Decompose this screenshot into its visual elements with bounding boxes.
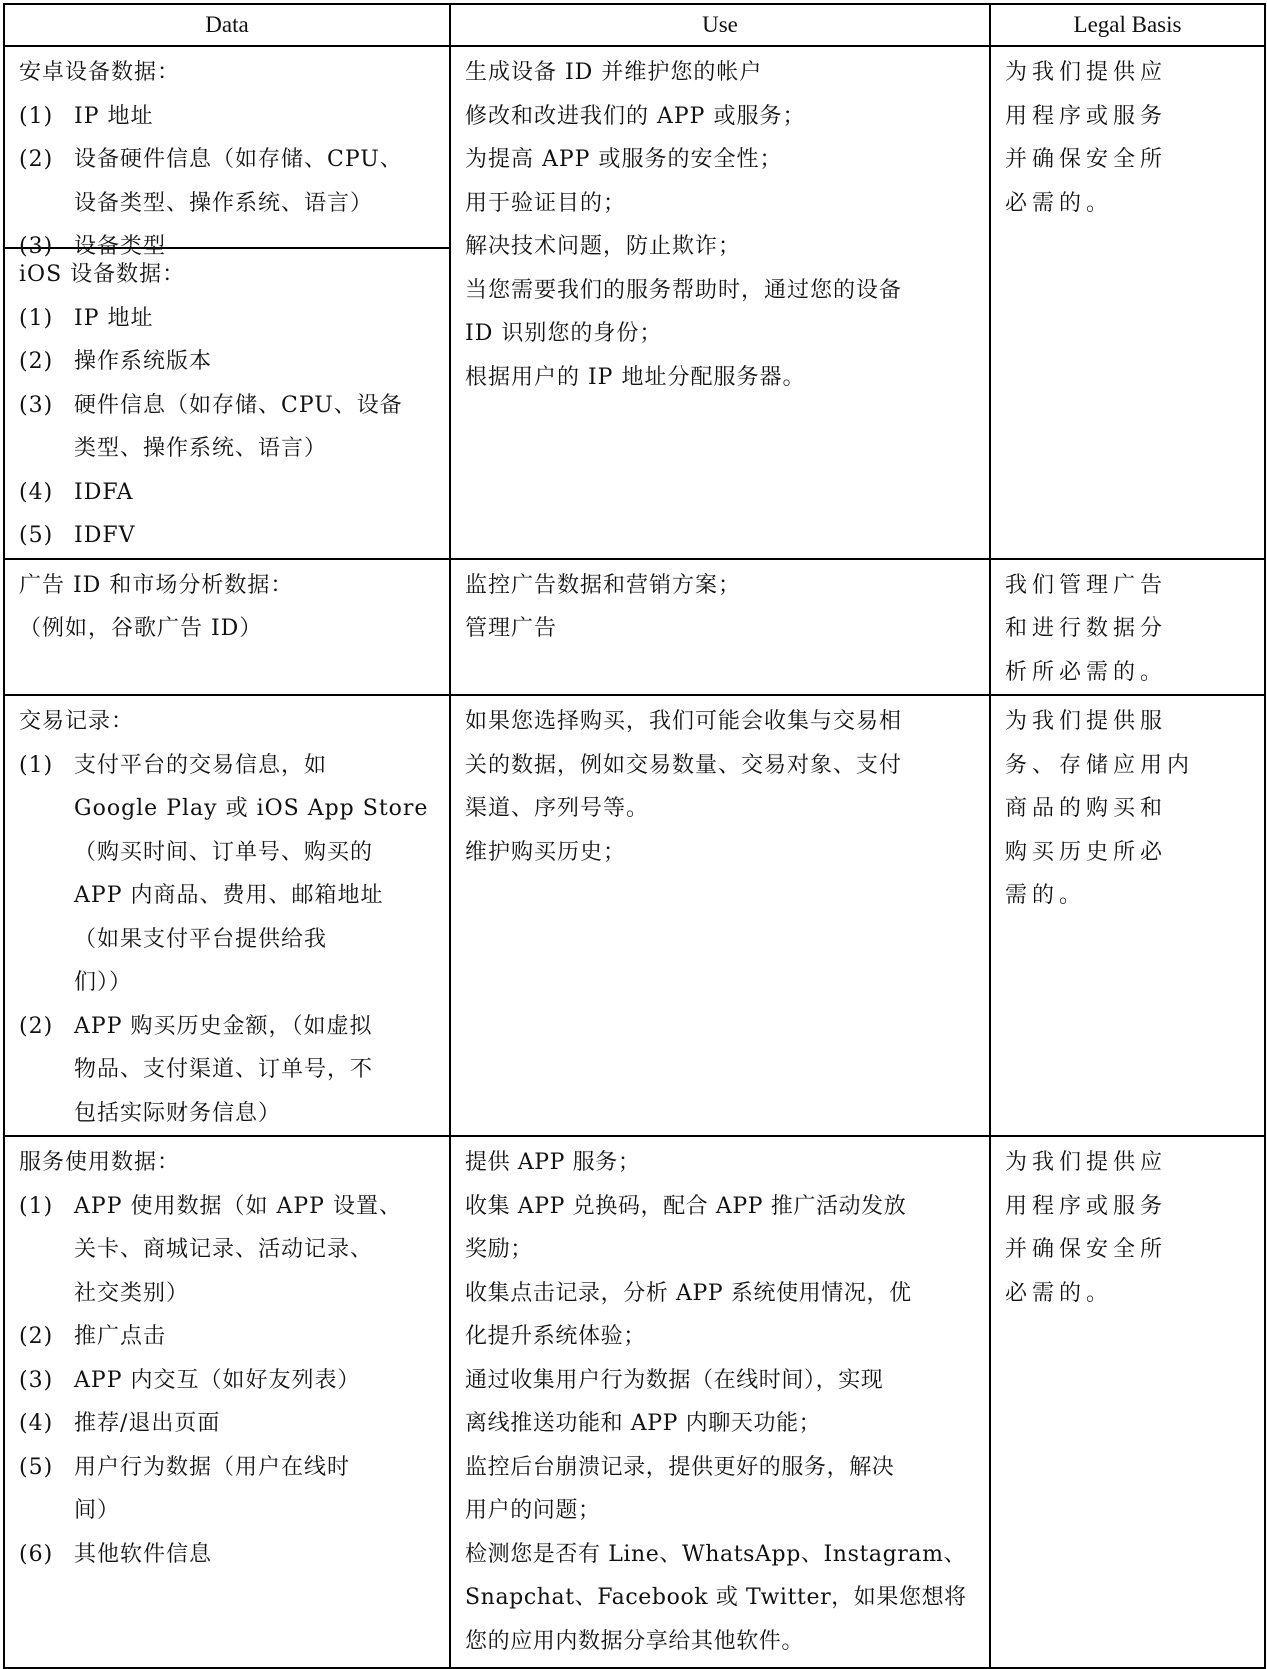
ios-data-block [5, 249, 449, 558]
list-item: (3) APP 内交互（如好友列表） [19, 1367, 361, 1393]
android-data-block [5, 47, 449, 259]
use-cell-service-usage: 提供 APP 服务； 收集 APP 兑换码，配合 APP 推广活动发放 奖励； 收集点击记录，分析 APP 系统使用情况，优 化提升系统体验； 通过收集用户行为数据（在线时间），实现 离线推送功能和 APP 内聊天功能； 监控后台崩溃记录，提供更好的服务，解决 用户的问题； 检测您是否有 Line、WhatsApp、Instagram、 Snapchat、Facebook 或 Twitter，如果您想将 您的应用内数据分享给其他软件。 [450, 1136, 990, 1668]
privacy-data-table [3, 3, 1266, 1669]
list-item: (2) 操作系统版本 [19, 349, 213, 374]
list-item: (4) IDFA [19, 479, 134, 505]
list-item: (1) APP 使用数据（如 APP 设置、 关卡、商城记录、活动记录、 社交类别） [19, 1193, 402, 1306]
data-cell-transactions [4, 695, 450, 1136]
list-item: (2) 推广点击 [19, 1324, 167, 1349]
header-data: Data [4, 4, 450, 46]
header-row [4, 4, 1265, 46]
list-item: (5) IDFV [19, 523, 136, 548]
transactions-title: 交易记录： [19, 709, 135, 734]
list-item: (1) 支付平台的交易信息，如 Google Play 或 iOS App Store （购买时间、订单号、购买的 APP 内商品、费用、邮箱地址 （如果支付平台提供给我 们）） [19, 752, 429, 995]
service-usage-title: 服务使用数据： [19, 1150, 181, 1175]
ios-title: iOS 设备数据： [19, 262, 186, 287]
legal-cell-service-usage: 为我们提供应 用程序或服务 并确保安全所 必需的。 [990, 1136, 1265, 1668]
data-cell-ads: 广告 ID 和市场分析数据： （例如，谷歌广告 ID） [4, 559, 450, 696]
data-cell-device [4, 46, 450, 559]
table-row-service-usage [4, 1136, 1265, 1668]
list-item: (2) APP 购买历史金额，（如虚拟 物品、支付渠道、订单号，不 包括实际财务信息） [19, 1013, 374, 1126]
header-legal-basis: Legal Basis [990, 4, 1265, 46]
table-row-transactions [4, 695, 1265, 1136]
list-item: (2) 设备硬件信息（如存储、CPU、 设备类型、操作系统、语言） [19, 147, 403, 216]
table-row-device [4, 46, 1265, 559]
legal-cell-device: 为我们提供应 用程序或服务 并确保安全所 必需的。 [990, 46, 1265, 559]
list-item: (6) 其他软件信息 [19, 1541, 213, 1567]
legal-cell-ads: 我们管理广告 和进行数据分 析所必需的。 [990, 559, 1265, 696]
list-item: (5) 用户行为数据（用户在线时 间） [19, 1454, 351, 1523]
header-use: Use [450, 4, 990, 46]
use-cell-transactions: 如果您选择购买，我们可能会收集与交易相 关的数据，例如交易数量、交易对象、支付 渠道、序列号等。 维护购买历史； [450, 695, 990, 1136]
use-cell-device: 生成设备 ID 并维护您的帐户 修改和改进我们的 APP 或服务； 为提高 APP 或服务的安全性； 用于验证目的； 解决技术问题，防止欺诈； 当您需要我们的服务帮助时，通过您的设备 ID 识别您的身份； 根据用户的 IP 地址分配服务器。 [450, 46, 990, 559]
list-item: (3) 设备类型 [19, 234, 167, 259]
list-item: (1) IP 地址 [19, 305, 154, 331]
list-item: (4) 推荐/退出页面 [19, 1411, 221, 1436]
list-item: (3) 硬件信息（如存储、CPU、设备 类型、操作系统、语言） [19, 392, 403, 461]
table-row-ads [4, 559, 1265, 696]
use-cell-ads: 监控广告数据和营销方案； 管理广告 [450, 559, 990, 696]
legal-cell-transactions: 为我们提供服 务、存储应用内 商品的购买和 购买历史所必 需的。 [990, 695, 1265, 1136]
android-title: 安卓设备数据： [19, 60, 181, 85]
data-cell-service-usage [4, 1136, 450, 1668]
list-item: (1) IP 地址 [19, 103, 154, 129]
